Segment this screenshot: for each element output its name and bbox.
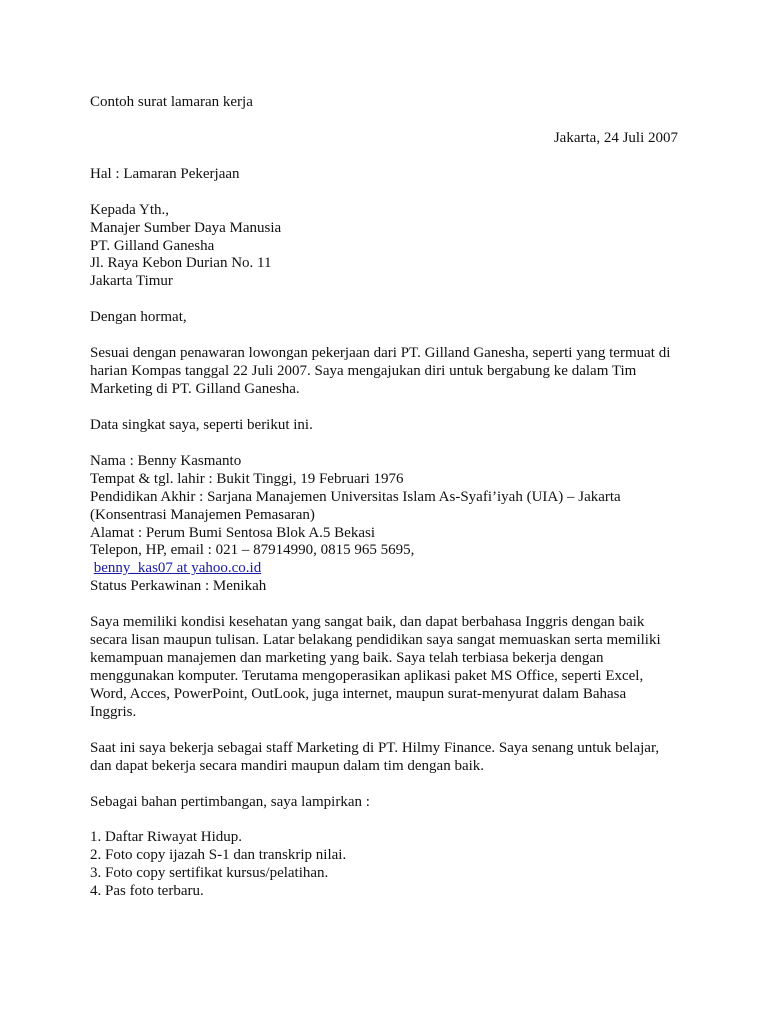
personal-line: Telepon, HP, email : 021 – 87914990, 0815 965 5695,	[90, 542, 415, 559]
place-date: Jakarta, 24 Juli 2007	[553, 129, 678, 146]
text-line: menggunakan komputer. Terutama mengoperasikan aplikasi paket MS Office, seperti Excel,	[90, 668, 644, 684]
personal-line: Pendidikan Akhir : Sarjana Manajemen Universitas Islam As-Syafi’iyah (UIA) – Jakarta	[90, 488, 621, 505]
list-item: 1. Daftar Riwayat Hidup.	[90, 829, 243, 846]
subject: Hal : Lamaran Pekerjaan	[90, 165, 240, 182]
text-line: Word, Acces, PowerPoint, OutLook, juga internet, maupun surat-menyurat dalam Bahasa	[90, 685, 627, 702]
document-title: Contoh surat lamaran kerja	[90, 94, 253, 110]
letter-document	[90, 94, 690, 901]
text-line: Inggris.	[90, 703, 137, 720]
text-line: Marketing di PT. Gilland Ganesha.	[90, 381, 300, 397]
personal-line: Status Perkawinan : Menikah	[90, 578, 267, 595]
recipient-line: PT. Gilland Ganesha	[90, 237, 215, 254]
recipient-block	[90, 202, 690, 292]
personal-data	[90, 453, 690, 597]
paragraph-current-job	[90, 740, 690, 776]
list-item: 2. Foto copy ijazah S-1 dan transkrip nilai.	[90, 847, 347, 864]
personal-line: (Konsentrasi Manajemen Pemasaran)	[90, 506, 315, 523]
text-line: Saat ini saya bekerja sebagai staff Marketing di PT. Hilmy Finance. Saya senang untuk belajar,	[90, 739, 660, 756]
text-line: kemampuan manajemen dan marketing yang baik. Saya telah terbiasa bekerja dengan	[90, 650, 604, 667]
list-item: 4. Pas foto terbaru.	[90, 883, 204, 900]
personal-line: Tempat & tgl. lahir : Bukit Tinggi, 19 Februari 1976	[90, 470, 404, 487]
recipient-line: Manajer Sumber Daya Manusia	[90, 219, 282, 236]
personal-line: Alamat : Perum Bumi Sentosa Blok A.5 Bekasi	[90, 524, 375, 541]
text-line: Saya memiliki kondisi kesehatan yang sangat baik, dan dapat berbahasa Inggris dengan baik	[90, 614, 645, 631]
paragraph-skills	[90, 614, 690, 722]
list-item: 3. Foto copy sertifikat kursus/pelatihan.	[90, 865, 329, 882]
paragraph-intro	[90, 345, 690, 399]
attachments-list	[90, 829, 690, 901]
personal-line: Nama : Benny Kasmanto	[90, 452, 242, 469]
text-line: dan dapat bekerja secara mandiri maupun dalam tim dengan baik.	[90, 757, 485, 774]
text-line: secara lisan maupun tulisan. Latar belakang pendidikan saya sangat memuaskan serta memiliki	[90, 632, 661, 649]
recipient-line: Jakarta Timur	[90, 273, 173, 290]
greeting: Dengan hormat,	[90, 309, 187, 326]
text-line: Sesuai dengan penawaran lowongan pekerjaan dari PT. Gilland Ganesha, seperti yang termuat di	[90, 345, 671, 362]
email-link[interactable]: benny_kas07 at yahoo.co.id	[93, 560, 262, 577]
attachments-intro: Sebagai bahan pertimbangan, saya lampirkan :	[90, 793, 370, 810]
recipient-line: Jl. Raya Kebon Durian No. 11	[90, 255, 272, 272]
text-line: harian Kompas tanggal 22 Juli 2007. Saya mengajukan diri untuk bergabung ke dalam Tim	[90, 363, 637, 380]
recipient-line: Kepada Yth.,	[90, 201, 169, 218]
data-intro: Data singkat saya, seperti berikut ini.	[90, 416, 313, 433]
